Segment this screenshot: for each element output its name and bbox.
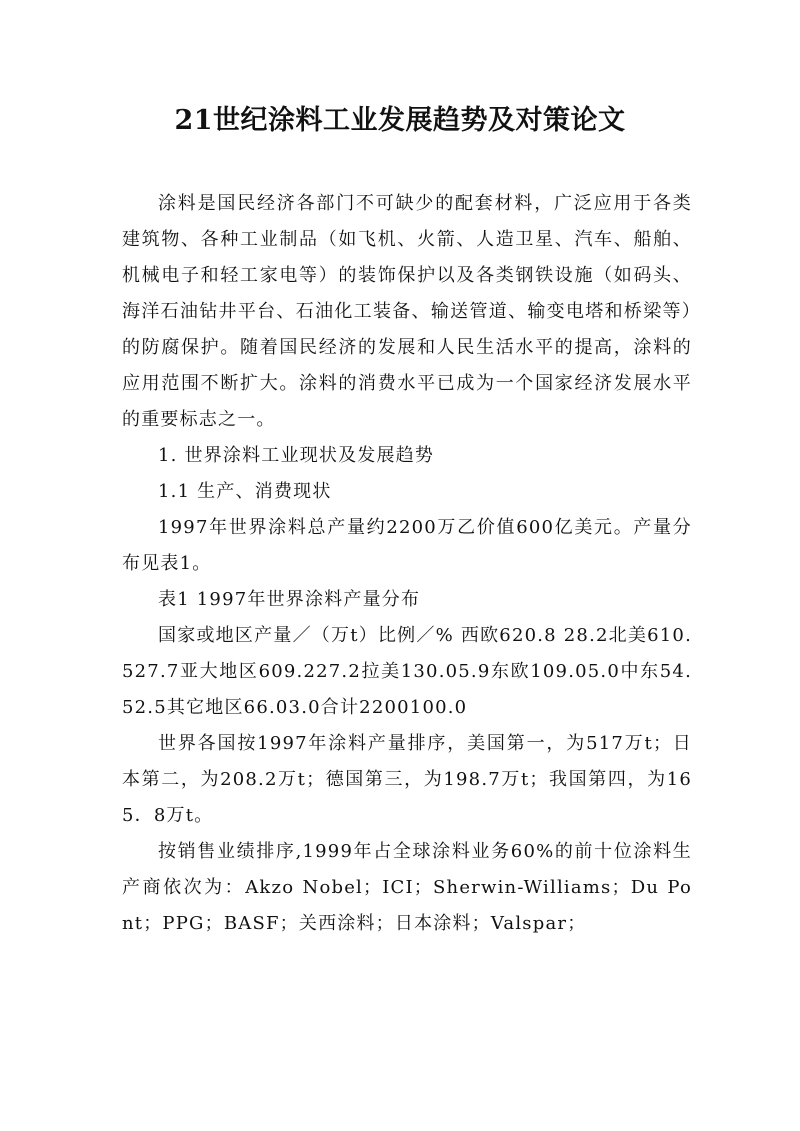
paragraph-sales-ranking: 按销售业绩排序,1999年占全球涂料业务60%的前十位涂料生产商依次为：Akzo Nobel；ICI；Sherwin-Williams；Du Pont；PPG；BASF；关西涂料；日本涂料；Valspar； — [122, 841, 692, 934]
table-caption: 表1 1997年世界涂料产量分布 — [158, 589, 421, 610]
paragraph-country-ranking: 世界各国按1997年涂料产量排序，美国第一，为517万t；日本第二，为208.2万t；德国第三，为198.7万t；我国第四，为165．8万t。 — [122, 733, 692, 826]
section-heading-1: 1. 世界涂料工业现状及发展趋势 — [158, 445, 435, 466]
document-title: 21世纪涂料工业发展趋势及对策论文 — [174, 105, 626, 136]
table-flattened-text: 国家或地区产量／（万t）比例／% 西欧620.8 28.2北美610.527.7亚大地区609.227.2拉美130.05.9东欧109.05.0中东54.52.5其它地区66.03.0合计2200100.0 — [122, 625, 692, 718]
document-body — [122, 186, 692, 942]
subsection-heading-1-1: 1.1 生产、消费现状 — [158, 481, 332, 502]
paragraph-intro: 涂料是国民经济各部门不可缺少的配套材料，广泛应用于各类建筑物、各种工业制品（如飞机、火箭、人造卫星、汽车、船舶、机械电子和轻工家电等）的装饰保护以及各类钢铁设施（如码头、海洋石油钻井平台、石油化工装备、输送管道、输变电塔和桥梁等）的防腐保护。随着国民经济的发展和人民生活水平的提高，涂料的应用范围不断扩大。涂料的消费水平已成为一个国家经济发展水平的重要标志之一。 — [122, 193, 692, 430]
paragraph-production: 1997年世界涂料总产量约2200万乙价值600亿美元。产量分布见表1。 — [122, 517, 692, 574]
